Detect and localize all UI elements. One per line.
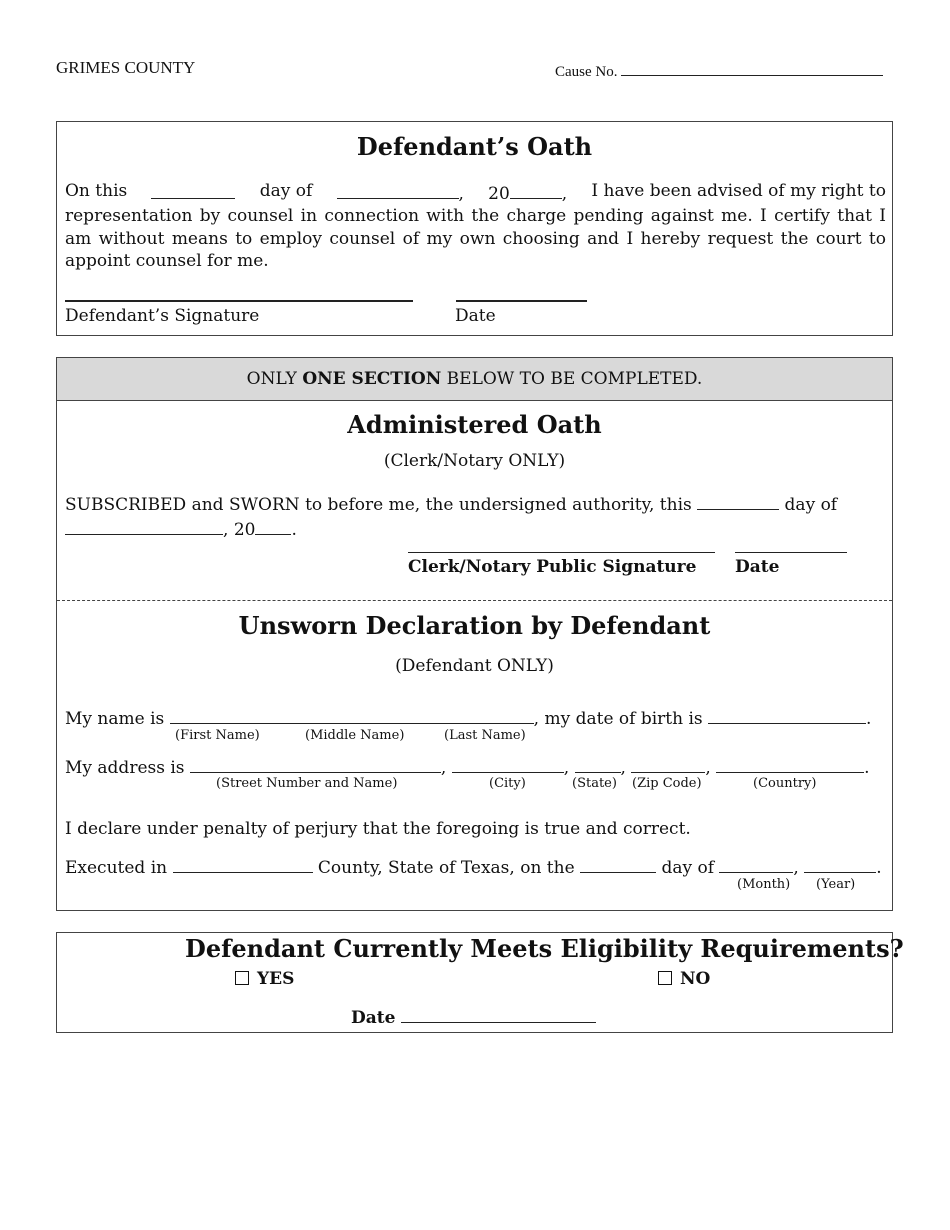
clerk-signature-line[interactable] (408, 552, 715, 553)
sworn-day-blank[interactable] (697, 491, 779, 510)
instructions-banner (57, 358, 892, 401)
clerk-date-label: Date (735, 557, 780, 577)
defendant-date-label: Date (455, 306, 496, 326)
administered-oath-subtitle: (Clerk/Notary ONLY) (383, 451, 566, 471)
advised-text: I have been advised of my right to (591, 181, 886, 201)
unsworn-declaration-subtitle: (Defendant ONLY) (395, 656, 554, 676)
eligibility-date-row (351, 1004, 596, 1028)
oath-month-blank[interactable] (337, 180, 459, 199)
sworn-day-of: day of (784, 494, 838, 515)
last-name-caption: (Last Name) (444, 728, 526, 743)
declare-text: I declare under penalty of perjury that the foregoing is true and correct. (65, 819, 691, 839)
completion-section (56, 357, 893, 911)
yes-option[interactable] (235, 969, 294, 989)
month-caption: (Month) (737, 877, 791, 892)
city-caption: (City) (489, 776, 526, 791)
sworn-year-prefix: 20 (233, 520, 256, 541)
no-label: NO (680, 969, 711, 989)
instructions-bold: ONE SECTION (302, 369, 442, 389)
administered-oath-title: Administered Oath (347, 410, 602, 439)
county-name: GRIMES COUNTY (56, 58, 196, 77)
name-blank[interactable] (170, 705, 534, 724)
executed-in-label: Executed in (65, 857, 168, 878)
eligibility-title: Defendant Currently Meets Eligibility Requirements? (185, 934, 904, 963)
name-row: My name is , my date of birth is . (65, 705, 871, 730)
yes-label: YES (257, 969, 295, 989)
executed-year-blank[interactable] (804, 854, 876, 873)
state-caption: (State) (572, 776, 617, 791)
instructions-prefix: ONLY (246, 369, 303, 389)
executed-day-of: day of (661, 857, 715, 878)
oath-paragraph-rest: representation by counsel in connection with the charge pending against me. I certify that I am without means to employ counsel of my own choosing and I hereby request the court to appoint counsel for me. (65, 206, 886, 272)
address-label: My address is (65, 757, 185, 778)
eligibility-date-label: Date (351, 1007, 396, 1028)
eligibility-date-blank[interactable] (401, 1004, 596, 1023)
clerk-date-line[interactable] (735, 552, 847, 553)
unsworn-declaration-title: Unsworn Declaration by Defendant (238, 611, 711, 640)
defendant-date-line[interactable] (456, 300, 587, 302)
defendant-signature-line[interactable] (65, 300, 413, 302)
section-divider (57, 600, 892, 601)
yes-checkbox[interactable] (235, 971, 249, 985)
defendant-signature-label: Defendant’s Signature (65, 306, 260, 326)
dob-blank[interactable] (708, 705, 866, 724)
country-caption: (Country) (753, 776, 817, 791)
street-blank[interactable] (190, 754, 441, 773)
year-caption: (Year) (816, 877, 856, 892)
street-caption: (Street Number and Name) (216, 776, 398, 791)
dob-label: , my date of birth is (533, 708, 703, 729)
day-of-text: day of (259, 181, 313, 201)
zip-blank[interactable] (631, 754, 705, 773)
executed-row: Executed in County, State of Texas, on the day of , . (65, 854, 882, 879)
executed-month-blank[interactable] (719, 854, 793, 873)
state-blank[interactable] (575, 754, 621, 773)
middle-name-caption: (Middle Name) (305, 728, 405, 743)
cause-number-field[interactable] (555, 59, 883, 81)
first-name-caption: (First Name) (175, 728, 260, 743)
oath-day-blank[interactable] (151, 180, 235, 199)
zip-caption: (Zip Code) (632, 776, 702, 791)
sworn-month-blank[interactable] (65, 516, 223, 535)
no-checkbox[interactable] (658, 971, 672, 985)
county-state-text: County, State of Texas, on the (317, 857, 575, 878)
sworn-text: SUBSCRIBED and SWORN to before me, the undersigned authority, this (65, 494, 692, 515)
sworn-year-blank[interactable] (255, 516, 291, 535)
executed-county-blank[interactable] (173, 854, 313, 873)
executed-day-blank[interactable] (580, 854, 656, 873)
address-row: My address is , , , , . (65, 754, 870, 779)
on-this-text: On this (65, 181, 128, 201)
city-blank[interactable] (452, 754, 564, 773)
sworn-paragraph: SUBSCRIBED and SWORN to before me, the undersigned authority, this day of , 20 . (65, 491, 886, 542)
defendant-oath-title: Defendant’s Oath (356, 132, 593, 161)
defendant-oath-paragraph: On this day of , 20 , I have been advised of my right to representation by counsel in connection with the charge pending against me. I certify that I am without means to employ counsel of my own choosing and I hereby request the court to appoint counsel for me. (65, 181, 886, 272)
cause-number-label: Cause No. (555, 63, 618, 80)
name-label: My name is (65, 708, 165, 729)
clerk-signature-label: Clerk/Notary Public Signature (408, 557, 697, 577)
country-blank[interactable] (716, 754, 864, 773)
instructions-suffix: BELOW TO BE COMPLETED. (441, 369, 703, 389)
oath-year-blank[interactable] (510, 180, 562, 199)
cause-number-line[interactable] (621, 59, 883, 76)
defendant-oath-section (56, 121, 893, 336)
no-option[interactable] (658, 969, 710, 989)
year-prefix: 20 (488, 183, 510, 204)
eligibility-section (56, 932, 904, 1033)
